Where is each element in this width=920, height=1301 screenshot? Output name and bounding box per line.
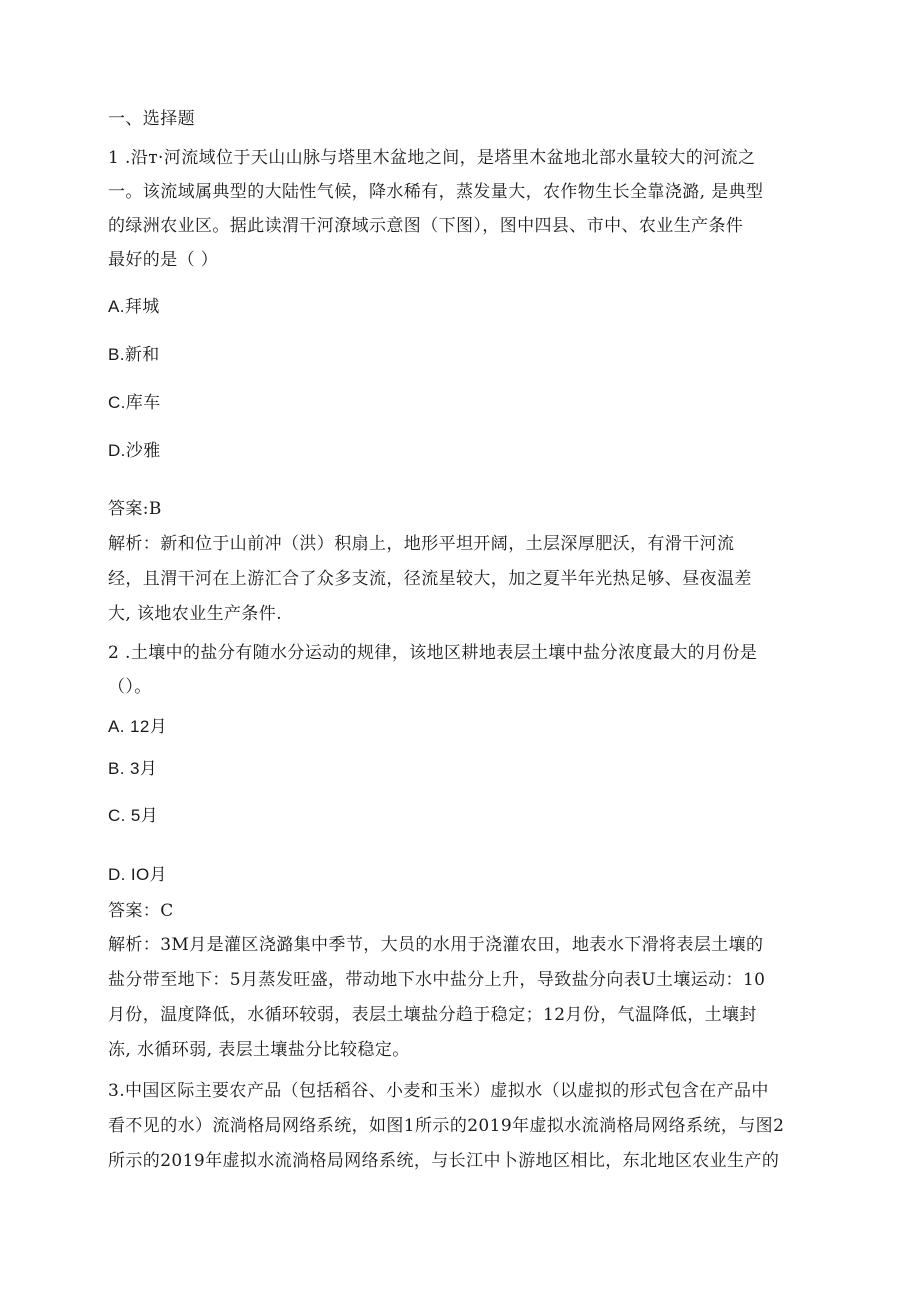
option-c: C. 5月	[108, 806, 159, 825]
question-1-line: 一。该流域属典型的大陆性气候，降水稀有，蒸发量大，农作物生长全靠浇潞, 是典型	[108, 182, 764, 202]
option-c: C.库车	[108, 393, 161, 412]
answer: 答案:B	[108, 499, 162, 519]
question-2-line: （）。	[108, 677, 152, 697]
analysis-line: 经，且渭干河在上游汇合了众多支流，径流星较大，加之夏半年光热足够、昼夜温差	[108, 569, 752, 589]
question-1-line: 的绿洲农业区。据此读渭干河潦域示意图（下图），图中四县、市中、农业生产条件	[108, 216, 744, 236]
analysis-line: 盐分带至地下：5月蒸发旺盛，带动地下水中盐分上升，导致盐分向表U土壤运动：10	[108, 970, 766, 990]
question-1-line: 最好的是（ ）	[108, 250, 219, 270]
question-3-line: 3.中国区际主要农产品（包括稻谷、小麦和玉米）虚拟水（以虚拟的形式包含在产品中	[108, 1081, 769, 1101]
option-b: B.新和	[108, 345, 160, 364]
section-title: 一、选择题	[108, 109, 195, 129]
analysis-line: 解析：新和位于山前冲（洪）积扇上，地形平坦开阔，土层深厚肥沃，有滑干河流	[108, 534, 735, 554]
option-a: A.拜城	[108, 297, 160, 316]
question-3-line: 看不见的水）流淌格局网络系统，如图1所示的2019年虚拟水流淌格局网络系统，与图2	[108, 1116, 785, 1136]
question-2-line: 2 .土壤中的盐分有随水分运动的规律，该地区耕地表层土壤中盐分浓度最大的月份是	[108, 643, 758, 663]
option-b: B. 3月	[108, 759, 158, 778]
analysis-line: 大, 该地农业生产条件.	[108, 604, 283, 624]
analysis-line: 冻, 水循环弱, 表层土壤盐分比较稳定。	[108, 1040, 410, 1060]
option-d: D. IO月	[108, 865, 168, 884]
question-3-line: 所示的2019年虚拟水流淌格局网络系统，与长江中卜游地区相比，东北地区农业生产的	[108, 1151, 780, 1171]
answer: 答案：C	[108, 901, 174, 921]
option-a: A. 12月	[108, 717, 168, 736]
option-d: D.沙雅	[108, 441, 161, 460]
question-1-line: 1 .沿т·河流域位于天山山脉与塔里木盆地之间，是塔里木盆地北部水量较大的河流之	[108, 148, 756, 168]
analysis-line: 解析：3M月是灌区浇潞集中季节，大员的水用于浇灌农田，地表水下滑将表层土壤的	[108, 935, 764, 955]
analysis-line: 月份，温度降低，水循环较弱，表层土壤盐分趋于稳定；12月份，气温降低，土壤封	[108, 1005, 757, 1025]
